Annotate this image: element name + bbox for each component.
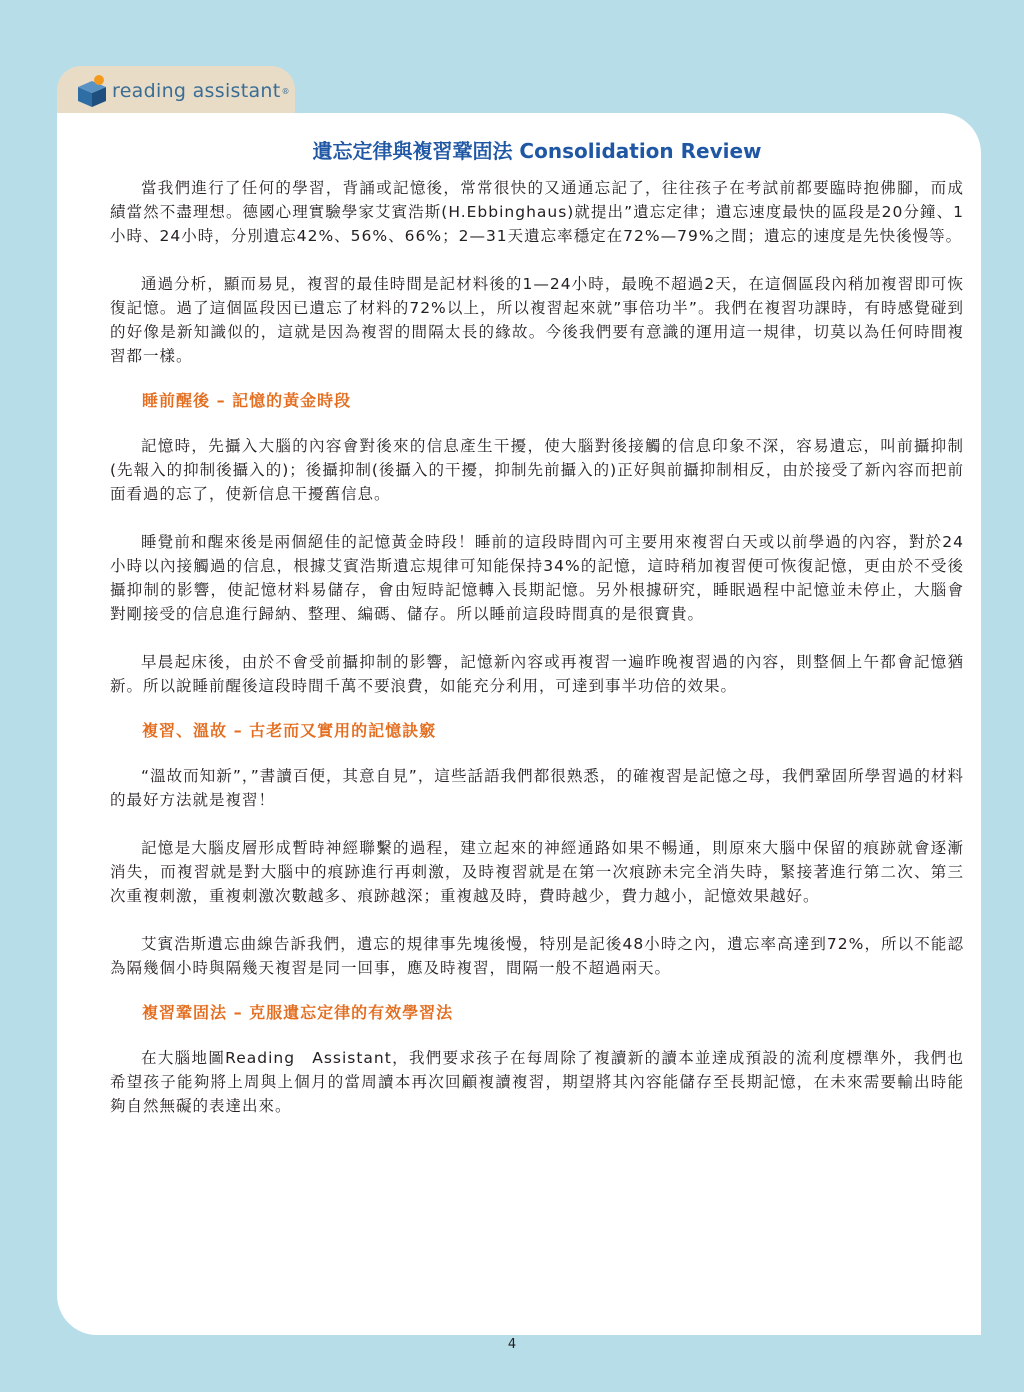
book-cube-icon xyxy=(76,74,108,108)
paragraph: 通過分析，顯而易見，複習的最佳時間是記材料後的1—24小時，最晚不超過2天，在這個區段內稍加複習即可恢復記憶。過了這個區段因已遺忘了材料的72%以上，所以複習起來就”事倍功半”。我們在複習功課時，有時感覺碰到的好像是新知識似的，這就是因為複習的間隔太長的緣故。今後我們要有意識的運用這一規律，切莫以為任何時間複習都一樣。 xyxy=(110,275,964,365)
section-heading: 複習鞏固法 – 克服遺忘定律的有效學習法 xyxy=(142,1003,454,1022)
section-heading: 複習、溫故 – 古老而又實用的記憶訣竅 xyxy=(142,721,437,740)
paragraph: 睡覺前和醒來後是兩個絕佳的記憶黃金時段！睡前的這段時間內可主要用來複習白天或以前學過的內容，對於24小時以內接觸過的信息，根據艾賓浩斯遺忘規律可知能保持34%的記憶，這時稍加複習便可恢復記憶，更由於不受後攝抑制的影響，使記憶材料易儲存，會由短時記憶轉入長期記憶。另外根據研究，睡眠過程中記憶並未停止，大腦會對剛接受的信息進行歸納、整理、編碼、儲存。所以睡前這段時間真的是很寶貴。 xyxy=(110,533,964,623)
paragraph: 早晨起床後，由於不會受前攝抑制的影響，記憶新內容或再複習一遍昨晚複習過的內容，則整個上午都會記憶猶新。所以說睡前醒後這段時間千萬不要浪費，如能充分利用，可達到事半功倍的效果。 xyxy=(110,653,964,695)
paragraph: 艾賓浩斯遺忘曲線告訴我們，遺忘的規律事先塊後慢，特別是記後48小時之內，遺忘率高達到72%，所以不能認為隔幾個小時與隔幾天複習是同一回事，應及時複習，間隔一般不超過兩天。 xyxy=(110,935,964,977)
paragraph: 當我們進行了任何的學習，背誦或記憶後，常常很快的又通通忘記了，往往孩子在考試前都要臨時抱佛腳，而成績當然不盡理想。德國心理實驗學家艾賓浩斯(H.Ebbinghaus)就提出”遺忘定律；遺忘速度最快的區段是20分鐘、1小時、24小時，分別遺忘42%、56%、66%；2—31天遺忘率穩定在72%—79%之間；遺忘的速度是先快後慢等。 xyxy=(110,179,964,245)
paragraph: 在大腦地圖Reading Assistant，我們要求孩子在每周除了複讀新的讀本並達成預設的流利度標準外，我們也希望孩子能夠將上周與上個月的當周讀本再次回顧複讀複習，期望將其內容能儲存至長期記憶，在未來需要輸出時能夠自然無礙的表達出來。 xyxy=(110,1049,964,1115)
page-number: 4 xyxy=(507,1337,517,1352)
article xyxy=(110,136,964,1118)
page-title: 遺忘定律與複習鞏固法 Consolidation Review xyxy=(312,139,762,163)
reading-assistant-logo xyxy=(76,74,290,108)
logo-text: reading assistant xyxy=(112,80,281,102)
logo-trademark: ® xyxy=(281,86,290,96)
paragraph: 記憶是大腦皮層形成暫時神經聯繫的過程，建立起來的神經通路如果不暢通，則原來大腦中保留的痕跡就會逐漸消失，而複習就是對大腦中的痕跡進行再刺激，及時複習就是在第一次痕跡未完全消失時，緊接著進行第二次、第三次重複刺激，重複刺激次數越多、痕跡越深；重複越及時，費時越少，費力越小，記憶效果越好。 xyxy=(110,839,964,905)
section-heading: 睡前醒後 – 記憶的黃金時段 xyxy=(142,391,352,410)
paragraph: “溫故而知新”，”書讀百便，其意自見”，這些話語我們都很熟悉，的確複習是記憶之母，我們鞏固所學習過的材料的最好方法就是複習！ xyxy=(110,767,964,809)
paragraph: 記憶時，先攝入大腦的內容會對後來的信息產生干擾，使大腦對後接觸的信息印象不深，容易遺忘，叫前攝抑制(先報入的抑制後攝入的)；後攝抑制(後攝入的干擾，抑制先前攝入的)正好與前攝抑制相反，由於接受了新內容而把前面看過的忘了，使新信息干擾舊信息。 xyxy=(110,437,964,503)
